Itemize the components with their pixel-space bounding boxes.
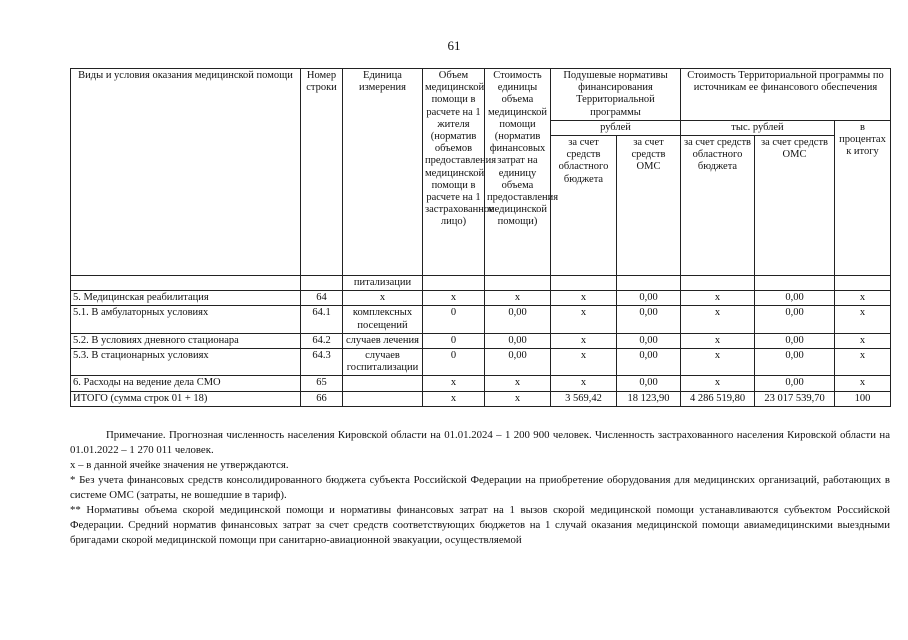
cell-no: 64.1 <box>301 306 343 333</box>
cell-pc-oms: 0,00 <box>617 376 681 391</box>
cell-volume: 0 <box>423 333 485 348</box>
carry-row <box>71 276 891 291</box>
header-percapita: Подушевые нормативы финансирования Территориальной программы <box>551 69 681 121</box>
table-row <box>71 376 891 391</box>
cell-cost: 0,00 <box>485 349 551 376</box>
cell-no: 65 <box>301 376 343 391</box>
cell-name: 5.2. В условиях дневного стационара <box>71 333 301 348</box>
header-percent: в процентах к итогу <box>835 120 891 275</box>
header-t-oms: за счет средств ОМС <box>755 136 835 276</box>
cell-volume: х <box>423 391 485 406</box>
header-unit: Единица измерения <box>343 69 423 276</box>
cell-pc-budget: х <box>551 306 617 333</box>
cell-t-oms: 0,00 <box>755 376 835 391</box>
carry-unit: питализации <box>343 276 423 291</box>
cell-t-budget: х <box>681 333 755 348</box>
cell-no: 64.3 <box>301 349 343 376</box>
cell-unit: комплексных посещений <box>343 306 423 333</box>
cell-unit: случаев госпитализации <box>343 349 423 376</box>
page-number: 61 <box>447 38 461 53</box>
note-star: * Без учета финансовых средств консолидированного бюджета субъекта Российской Федерации на приобретение оборудования для медицинских организаций, работающих в системе ОМС (затраты, не вошедшие в тариф). <box>70 474 890 501</box>
cell-unit <box>343 391 423 406</box>
cell-pc-oms: 0,00 <box>617 333 681 348</box>
header-cost-total: Стоимость Территориальной программы по источникам ее финансового обеспечения <box>681 69 891 121</box>
table-row <box>71 391 891 406</box>
cell-pc-oms: 0,00 <box>617 306 681 333</box>
cell-pc-oms: 18 123,90 <box>617 391 681 406</box>
cell-cost: 0,00 <box>485 306 551 333</box>
cell-t-budget: х <box>681 291 755 306</box>
cell-unit <box>343 376 423 391</box>
cell-volume: 0 <box>423 349 485 376</box>
header-unit-thous: тыс. рублей <box>681 120 835 135</box>
table-row <box>71 333 891 348</box>
cell-t-budget: 4 286 519,80 <box>681 391 755 406</box>
cell-cost: х <box>485 291 551 306</box>
cell-volume: х <box>423 291 485 306</box>
header-volume: Объем медицинской помощи в расчете на 1 жителя (норматив объемов предоставления медицинской помощи в расчете на 1 застрахованное лицо) <box>423 69 485 276</box>
cell-t-oms: 0,00 <box>755 333 835 348</box>
cell-name: 5. Медицинская реабилитация <box>71 291 301 306</box>
cell-no: 64 <box>301 291 343 306</box>
cell-pc-budget: 3 569,42 <box>551 391 617 406</box>
cell-pct: х <box>835 349 891 376</box>
header-row <box>71 69 891 121</box>
note-double-star: ** Нормативы объема скорой медицинской помощи и нормативы финансовых затрат на 1 вызов скорой медицинской помощи устанавливаются субъектом Российской Федерации. Средний норматив финансовых затрат за счет средств соответствующих бюджетов на 1 случай оказания медицинской помощи авиамедицинскими выездными бригадами скорой медицинской помощи при санитарно-авиационной эвакуации, осуществляемой <box>70 504 890 546</box>
cell-pc-budget: х <box>551 333 617 348</box>
cell-pct: х <box>835 376 891 391</box>
cell-no: 66 <box>301 391 343 406</box>
header-pc-budget: за счет средств областного бюджета <box>551 136 617 276</box>
header-unit-rub: рублей <box>551 120 681 135</box>
header-pc-oms: за счет средств ОМС <box>617 136 681 276</box>
cell-cost: х <box>485 391 551 406</box>
cell-unit: х <box>343 291 423 306</box>
cell-no: 64.2 <box>301 333 343 348</box>
cell-t-oms: 0,00 <box>755 291 835 306</box>
cell-pc-budget: х <box>551 291 617 306</box>
cell-name: 5.1. В амбулаторных условиях <box>71 306 301 333</box>
cell-pct: х <box>835 291 891 306</box>
header-t-budget: за счет средств областного бюджета <box>681 136 755 276</box>
cell-cost: х <box>485 376 551 391</box>
cell-pc-budget: х <box>551 376 617 391</box>
cell-pc-budget: х <box>551 349 617 376</box>
cell-name: 5.3. В стационарных условиях <box>71 349 301 376</box>
header-cost-unit: Стоимость единицы объема медицинской помощи (норматив финансовых затрат на единицу объема предоставления медицинской помощи) <box>485 69 551 276</box>
note-x: х – в данной ячейке значения не утверждаются. <box>70 459 289 471</box>
cell-t-oms: 0,00 <box>755 349 835 376</box>
cell-t-budget: х <box>681 306 755 333</box>
financing-table <box>70 68 891 407</box>
cell-pct: х <box>835 306 891 333</box>
cell-unit: случаев лечения <box>343 333 423 348</box>
cell-pc-oms: 0,00 <box>617 349 681 376</box>
header-kind: Виды и условия оказания медицинской помощи <box>71 69 301 276</box>
cell-pct: х <box>835 333 891 348</box>
cell-name: 6. Расходы на ведение дела СМО <box>71 376 301 391</box>
table-row <box>71 349 891 376</box>
cell-t-oms: 0,00 <box>755 306 835 333</box>
table-row <box>71 291 891 306</box>
note-population: Примечание. Прогнозная численность населения Кировской области на 01.01.2024 – 1 200 900 человек. Численность застрахованного населения Кировской области на 01.01.2022 – 1 270 011 человек. <box>70 429 890 456</box>
cell-t-oms: 23 017 539,70 <box>755 391 835 406</box>
header-row-no: Номер строки <box>301 69 343 276</box>
cell-t-budget: х <box>681 349 755 376</box>
table-row <box>71 306 891 333</box>
notes <box>70 428 890 548</box>
cell-pc-oms: 0,00 <box>617 291 681 306</box>
cell-cost: 0,00 <box>485 333 551 348</box>
cell-name: ИТОГО (сумма строк 01 + 18) <box>71 391 301 406</box>
cell-volume: 0 <box>423 306 485 333</box>
cell-volume: х <box>423 376 485 391</box>
cell-t-budget: х <box>681 376 755 391</box>
cell-pct: 100 <box>835 391 891 406</box>
